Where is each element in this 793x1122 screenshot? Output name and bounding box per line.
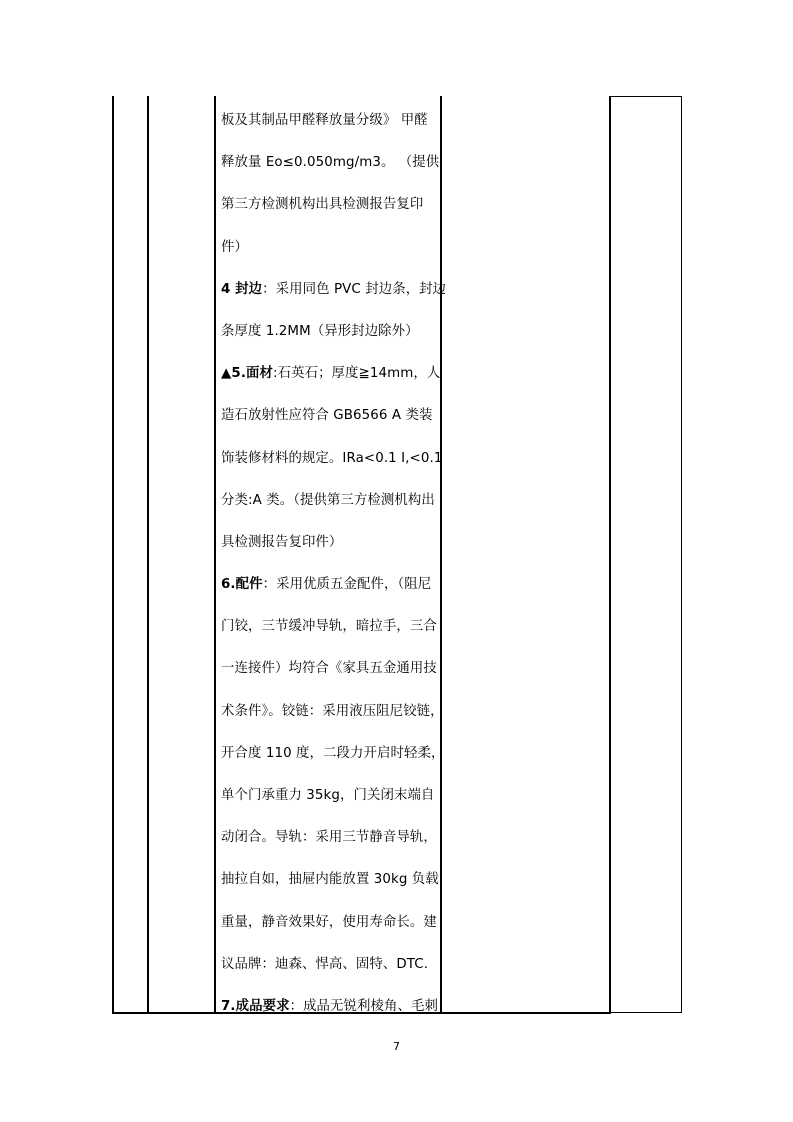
spec-line: 具检测报告复印件）	[221, 534, 343, 550]
spec-line: 单个门承重力 35kg，门关闭末端自	[221, 788, 435, 803]
table-column-divider-3	[440, 96, 442, 1013]
spec-line: 门铰，三节缓冲导轨，暗拉手，三合	[221, 619, 437, 635]
spec-line: 动闭合。导轨：采用三节静音导轨，	[221, 830, 437, 846]
spec-line: 分类:A 类。（提供第三方检测机构出	[221, 492, 435, 508]
spec-line: 抽拉自如，抽屉内能放置 30kg 负载	[221, 872, 439, 888]
table-border-left	[112, 96, 114, 1013]
spec-line: 议品牌：迪森、悍高、固特、DTC.	[221, 956, 429, 972]
table-column-divider-1	[147, 96, 149, 1013]
spec-line: 重量，静音效果好，使用寿命长。建	[221, 914, 437, 930]
spec-line-surface-material: ▲5.面材:石英石；厚度≧14mm，人	[221, 366, 441, 382]
spec-line: 释放量 Eo≤0.050mg/m3。 （提供	[221, 155, 440, 171]
spec-line-finished-product: 7.成品要求：成品无锐利棱角、毛刺	[221, 998, 438, 1014]
spec-line: 第三方检测机构出具检测报告复印	[221, 197, 424, 213]
spec-line: 条厚度 1.2MM（异形封边除外）	[221, 323, 419, 339]
side-box-top-border	[609, 96, 682, 97]
spec-line: 一连接件）均符合《家具五金通用技	[221, 661, 437, 677]
spec-line: 件）	[221, 239, 248, 255]
side-box-bottom-border	[609, 1012, 682, 1013]
spec-line-hardware: 6.配件：采用优质五金配件，（阻尼	[221, 577, 432, 593]
table-column-divider-4	[609, 96, 611, 1013]
side-box-border-right	[681, 96, 682, 1013]
spec-line: 饰装修材料的规定。IRa<0.1 I,<0.1	[221, 450, 443, 466]
spec-line: 开合度 110 度，二段力开启时轻柔，	[221, 745, 445, 761]
page-number: 7	[393, 1040, 400, 1053]
table-column-divider-2	[214, 96, 216, 1013]
spec-line: 术条件》。铰链：采用液压阻尼铰链，	[221, 703, 444, 719]
specification-cell	[221, 100, 447, 1028]
spec-line: 造石放射性应符合 GB6566 A 类装	[221, 408, 433, 424]
spec-line: 板及其制品甲醛释放量分级》 甲醛	[221, 113, 428, 128]
spec-line-edge-banding: 4 封边：采用同色 PVC 封边条，封边	[221, 281, 447, 297]
